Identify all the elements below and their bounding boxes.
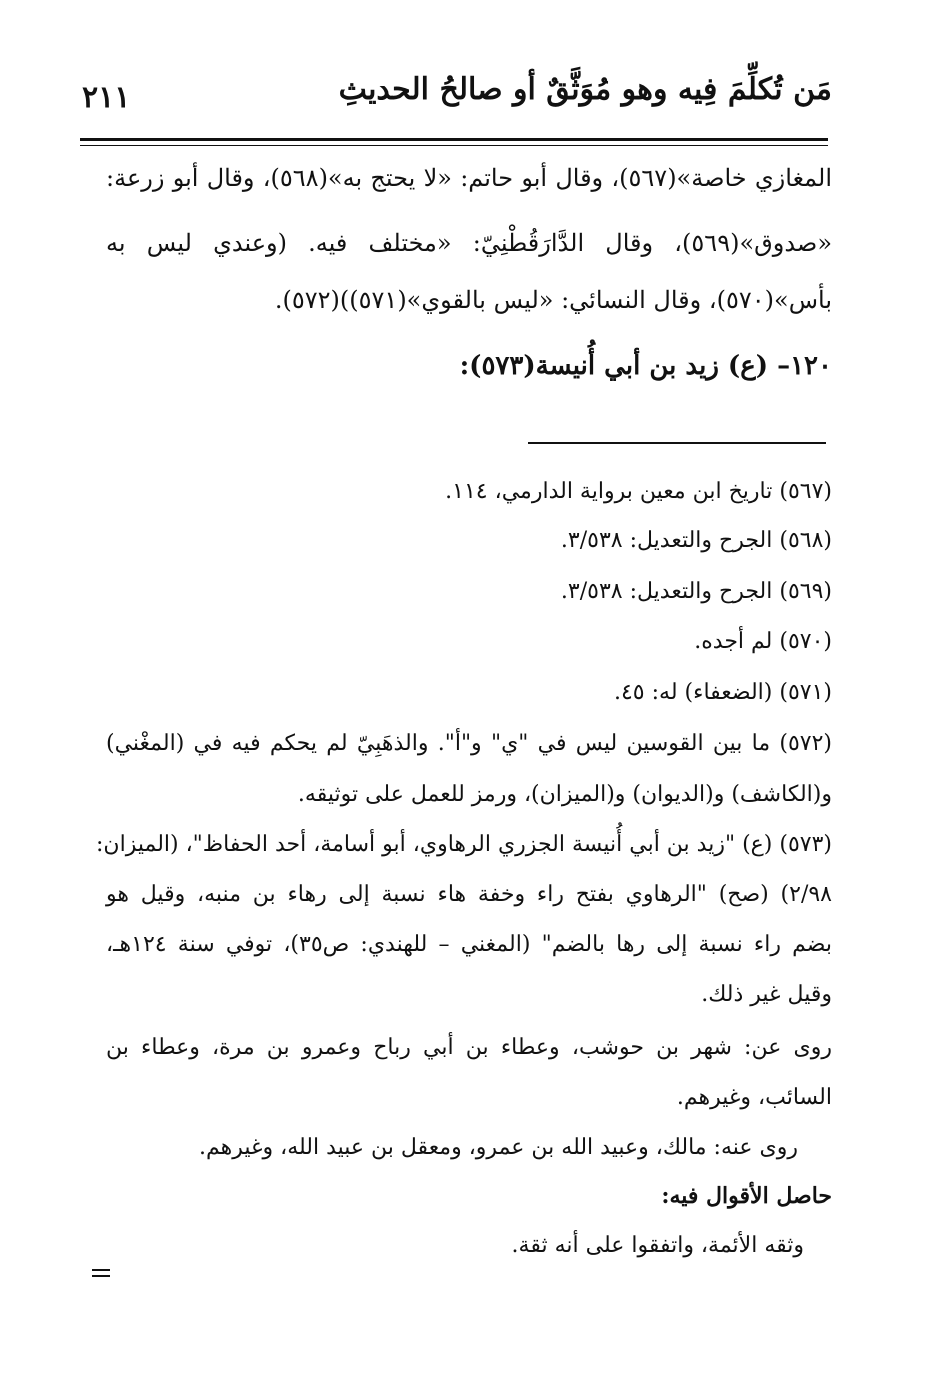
narrated-from-line-1: روى عن: شهر بن حوشب، وعطاء بن أبي رباح وعمرو بن مرة، وعطاء بن	[106, 1035, 832, 1060]
entry-heading: ١٢٠– (ع) زيد بن أبي أُنيسة(٥٧٣):	[459, 351, 832, 381]
running-header-title: مَن تُكلِّمَ فِيه وهو مُوَثَّقٌ أو صالحُ الحديثِ	[338, 72, 832, 107]
body-line-2: «صدوق»(٥٦٩)، وقال الدَّارَقُطْنِيّ: «مختلف فيه. (وعندي ليس به	[106, 229, 832, 257]
footnote-569: (٥٦٩) الجرح والتعديل: ٣/٥٣٨.	[560, 579, 832, 604]
summary-text: وثقه الأئمة، واتفقوا على أنه ثقة.	[511, 1233, 804, 1258]
footnote-570: (٥٧٠) لم أجده.	[694, 629, 832, 654]
footnote-568: (٥٦٨) الجرح والتعديل: ٣/٥٣٨.	[560, 528, 832, 553]
footnote-572-line-2: و(الكاشف) و(الديوان) و(الميزان)، ورمز للعمل على توثيقه.	[297, 782, 832, 807]
footnote-573-line-3: بضم راء نسبة إلى رها بالضم" (المغني – للهندي: ص٣٥)، توفي سنة ١٢٤هـ،	[106, 932, 832, 957]
narrated-from-line-2: السائب، وغيرهم.	[676, 1085, 832, 1110]
footnote-573-line-4: وقيل غير ذلك.	[701, 982, 832, 1007]
body-line-3: بأس»(٥٧٠)، وقال النسائي: «ليس بالقوي»(٥٧١))(٥٧٢).	[274, 286, 832, 314]
page-number: ٢١١	[82, 80, 131, 115]
footnote-567: (٥٦٧) تاريخ ابن معين برواية الدارمي، ١١٤.	[445, 479, 832, 504]
footnote-573-line-2: ٢/٩٨) (صح) "الرهاوي بفتح راء وخفة هاء نسبة إلى رهاء بن منبه، وقيل هو	[106, 882, 832, 907]
summary-heading: حاصل الأقوال فيه:	[661, 1183, 832, 1209]
header-rule-thick	[80, 138, 828, 141]
footnote-separator	[528, 442, 826, 444]
footnote-572-line-1: (٥٧٢) ما بين القوسين ليس في "ي" و"أ". والذهَبِيّ لم يحكم فيه في (المغْني)	[106, 731, 832, 756]
narrated-by-line: روى عنه: مالك، وعبيد الله بن عمرو، ومعقل بن عبيد الله، وغيرهم.	[198, 1135, 798, 1160]
footnote-573-line-1: (٥٧٣) (ع) "زيد بن أبي أُنيسة الجزري الرهاوي، أبو أسامة، أحد الحفاظ"، (الميزان:	[96, 832, 832, 857]
end-mark	[92, 1269, 110, 1281]
body-line-1: المغازي خاصة»(٥٦٧)، وقال أبو حاتم: «لا يحتج به»(٥٦٨)، وقال أبو زرعة:	[106, 164, 833, 192]
header-rule-thin	[80, 145, 828, 146]
footnote-571: (٥٧١) (الضعفاء) له: ٤٥.	[613, 680, 832, 705]
